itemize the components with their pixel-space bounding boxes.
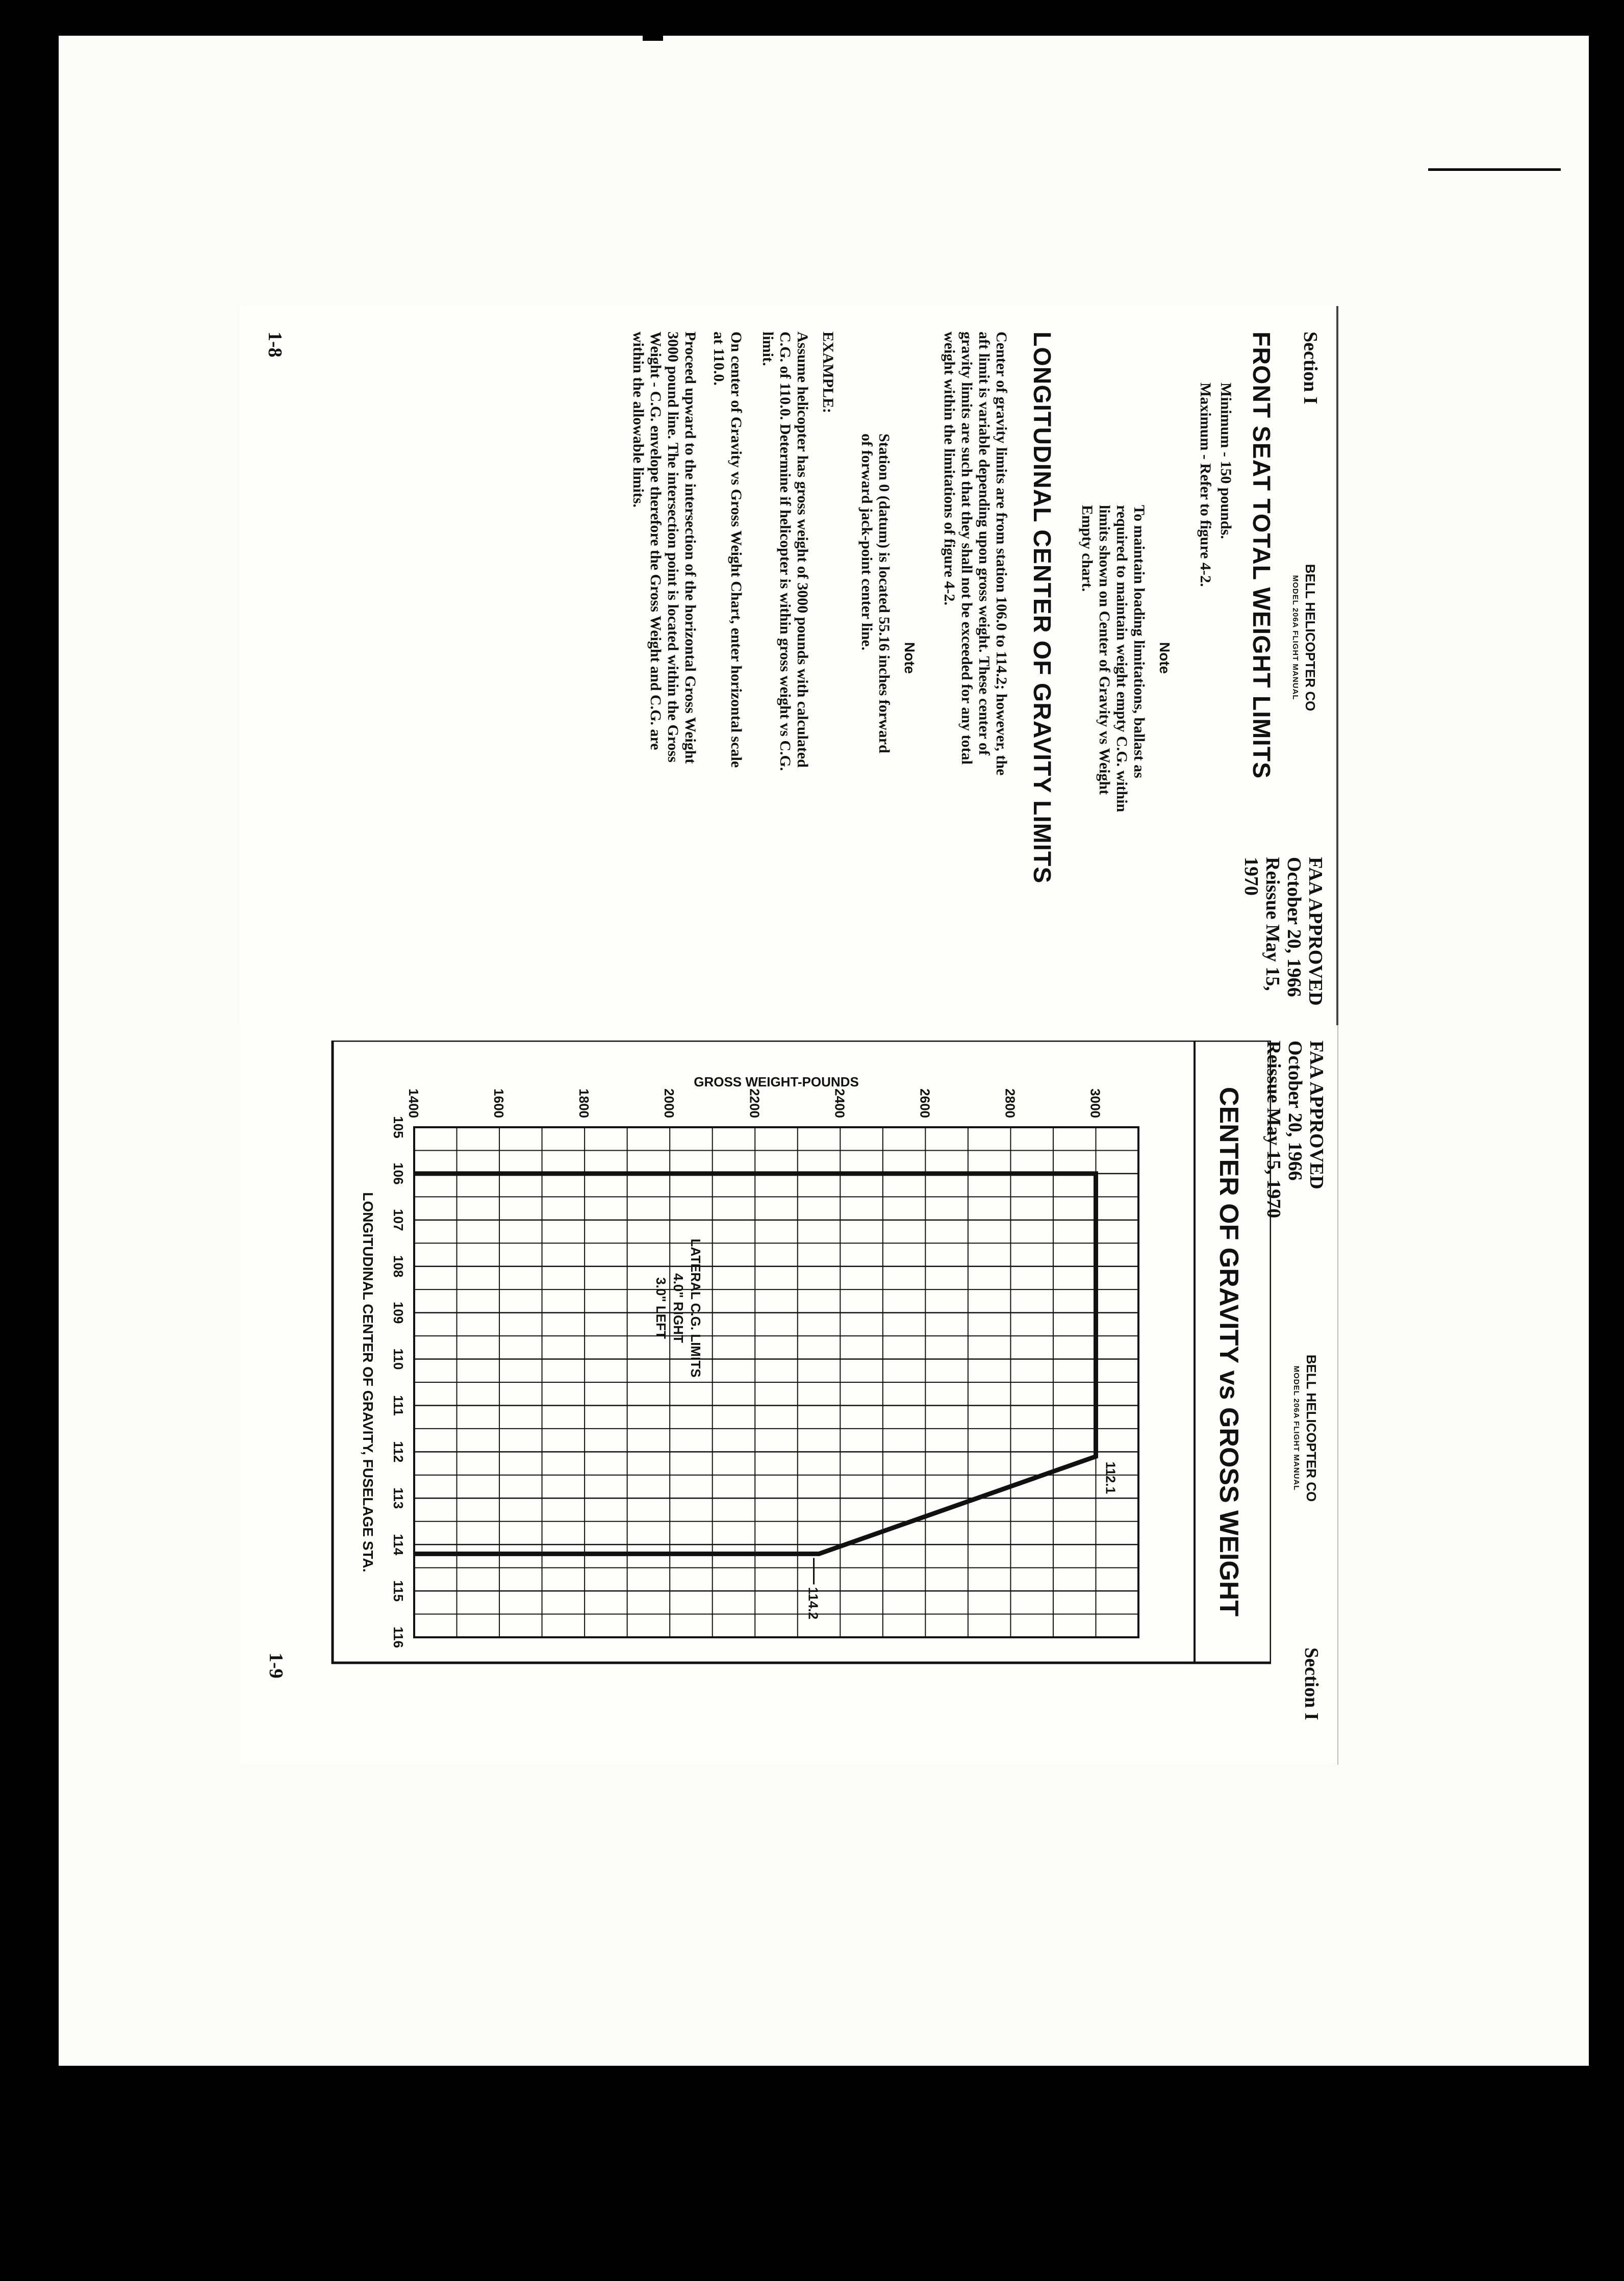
approval-block bbox=[1263, 1041, 1327, 1218]
result-paragraph bbox=[629, 332, 699, 764]
example-label: EXAMPLE: bbox=[820, 332, 836, 413]
y-tick-label: 2000 bbox=[662, 1088, 677, 1118]
para-line: Weight - C.G. envelope therefore the Gross Weight and C.G. are bbox=[647, 332, 664, 750]
publisher-block bbox=[1291, 551, 1321, 724]
page-number: 1-9 bbox=[265, 1653, 287, 1679]
chart-entry-paragraph bbox=[710, 332, 745, 768]
x-tick-label: 111 bbox=[391, 1395, 406, 1416]
section-label: Section I bbox=[1300, 332, 1321, 404]
note-line: Station 0 (datum) is located 55.16 inches forward bbox=[876, 434, 893, 753]
manual-name: MODEL 206A FLIGHT MANUAL bbox=[1291, 575, 1300, 700]
x-tick-label: 107 bbox=[391, 1209, 406, 1231]
section-label: Section I bbox=[1301, 1648, 1322, 1720]
chart-title: CENTER OF GRAVITY vs GROSS WEIGHT bbox=[1214, 1086, 1244, 1617]
lateral-cg-note: 4.0" RIGHT bbox=[670, 1273, 686, 1343]
x-tick-label: 106 bbox=[391, 1162, 406, 1185]
y-tick-label: 2200 bbox=[747, 1088, 763, 1118]
heading-longitudinal-cg: LONGITUDINAL CENTER OF GRAVITY LIMITS bbox=[1028, 332, 1055, 884]
note-title: Note bbox=[1157, 642, 1173, 674]
note-line: of forward jack-point center line. bbox=[858, 434, 875, 651]
reissue-date: Reissue May 15, 1970 bbox=[1263, 1041, 1284, 1219]
faa-approved: FAA APPROVED bbox=[1306, 1041, 1327, 1189]
para-line: 3000 pound line. The intersection point is located within the Gross bbox=[665, 332, 681, 763]
x-tick-label: 114 bbox=[391, 1534, 406, 1556]
publisher-block bbox=[1292, 1341, 1322, 1515]
para-line: gravity limits are such that they shall not be exceeded for any total bbox=[958, 332, 975, 765]
para-line: C.G. of 110.0. Determine if helicopter is within gross weight vs C.G. bbox=[777, 332, 794, 771]
faa-date: October 20, 1966 bbox=[1284, 1041, 1306, 1181]
company-name: BELL HELICOPTER CO bbox=[1304, 1354, 1319, 1502]
x-tick-label: 105 bbox=[391, 1116, 406, 1138]
y-axis-label: GROSS WEIGHT-POUNDS bbox=[694, 1074, 859, 1089]
annotation-112-1: 112.1 bbox=[1103, 1461, 1119, 1494]
lateral-cg-note: LATERAL C.G. LIMITS bbox=[688, 1238, 703, 1378]
example-paragraph bbox=[759, 332, 811, 771]
y-tick-label: 1800 bbox=[576, 1088, 592, 1118]
para-line: On center of Gravity vs Gross Weight Chart, enter horizontal scale bbox=[728, 332, 745, 768]
x-tick-label: 112 bbox=[391, 1441, 406, 1463]
page-number: 1-8 bbox=[264, 332, 286, 358]
para-line: within the allowable limits. bbox=[630, 332, 647, 508]
note-title: Note bbox=[902, 642, 918, 674]
y-tick-label: 1600 bbox=[491, 1088, 507, 1118]
reissue-date: Reissue May 15, 1970 bbox=[1240, 857, 1283, 991]
x-tick-label: 108 bbox=[391, 1255, 406, 1278]
para-line: limit. bbox=[759, 332, 776, 366]
cg-chart bbox=[327, 1041, 1271, 1673]
para-line: Center of gravity limits are from station 106.0 to 114.2; however, the bbox=[993, 332, 1010, 776]
x-tick-label: 109 bbox=[391, 1301, 406, 1324]
x-tick-label: 115 bbox=[391, 1580, 406, 1602]
datum-note bbox=[858, 434, 893, 753]
page-right bbox=[241, 1025, 1338, 1765]
x-tick-label: 116 bbox=[391, 1627, 406, 1648]
y-tick-label: 1400 bbox=[406, 1088, 421, 1118]
x-axis-label: LONGITUDINAL CENTER OF GRAVITY, FUSELAGE STA. bbox=[360, 1192, 376, 1573]
para-line: Assume helicopter has gross weight of 3000 pounds with calculated bbox=[794, 332, 811, 768]
note-line: required to maintain weight empty C.G. within bbox=[1113, 505, 1130, 813]
note-line: To maintain loading limitations, ballast as bbox=[1131, 505, 1148, 778]
note-body bbox=[1078, 505, 1148, 812]
company-name: BELL HELICOPTER CO bbox=[1303, 564, 1318, 712]
faa-date: October 20, 1966 bbox=[1283, 857, 1305, 997]
para-line: at 110.0. bbox=[711, 332, 727, 386]
lateral-cg-note: 3.0" LEFT bbox=[653, 1277, 669, 1339]
para-line: Proceed upward to the intersection of the horizontal Gross Weight bbox=[682, 332, 699, 764]
x-tick-label: 113 bbox=[391, 1487, 406, 1509]
note-line: Empty chart. bbox=[1079, 505, 1096, 592]
para-line: weight within the limitations of figure 4-2. bbox=[941, 332, 958, 605]
cg-paragraph bbox=[941, 332, 1010, 775]
chart-frame bbox=[333, 1041, 1271, 1663]
page-left bbox=[240, 306, 1338, 1025]
note-line: limits shown on Center of Gravity vs Weight bbox=[1096, 505, 1113, 795]
y-tick-label: 2800 bbox=[1002, 1088, 1018, 1118]
annotation-114-2: 114.2 bbox=[805, 1587, 821, 1620]
manual-name: MODEL 206A FLIGHT MANUAL bbox=[1292, 1365, 1301, 1491]
maximum-text: Maximum - Refer to figure 4-2. bbox=[1197, 383, 1214, 587]
faa-approved: FAA APPROVED bbox=[1305, 857, 1326, 1006]
x-tick-label: 110 bbox=[391, 1348, 406, 1370]
heading-front-seat: FRONT SEAT TOTAL WEIGHT LIMITS bbox=[1248, 332, 1275, 779]
minimum-text: Minimum - 150 pounds. bbox=[1217, 383, 1234, 539]
para-line: aft limit is variable depending upon gross weight. These center of bbox=[976, 332, 993, 755]
y-tick-label: 2600 bbox=[917, 1088, 933, 1118]
y-tick-label: 3000 bbox=[1087, 1088, 1103, 1118]
approval-block bbox=[1240, 857, 1326, 1025]
y-tick-label: 2400 bbox=[832, 1088, 848, 1118]
